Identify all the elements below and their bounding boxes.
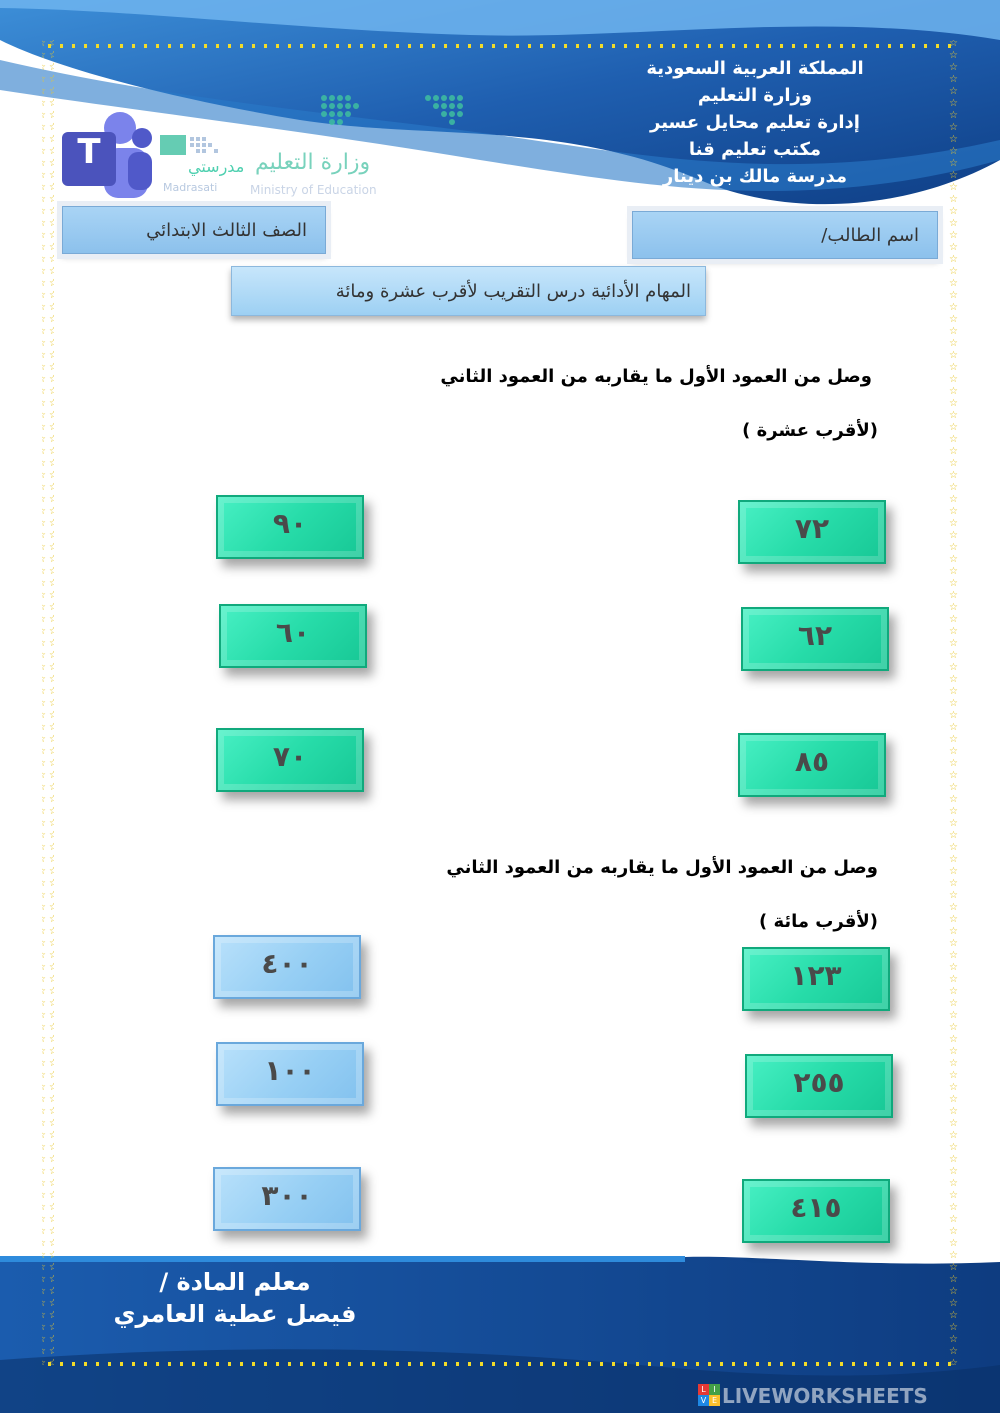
section2-instruction: وصل من العمود الأول ما يقاربه من العمود الثاني (446, 857, 878, 878)
student-name-label: اسم الطالب/ (821, 224, 919, 246)
badge-letter: L (698, 1384, 709, 1395)
header-institution-block (625, 55, 885, 190)
madrasati-logo-ar: مدرستي (188, 157, 245, 176)
ministry-logo-dots (318, 92, 473, 132)
header-line: مكتب تعليم قنا (688, 139, 822, 160)
lesson-title: المهام الأدائية درس التقريب لأقرب عشرة ومائة (335, 280, 691, 302)
badge-letter: V (698, 1395, 709, 1406)
grade-field (62, 206, 326, 254)
teacher-name: فيصل عطية العامري (113, 1300, 357, 1328)
teams-logo-letter: T (77, 132, 101, 172)
section2-left-tile[interactable]: ٤٠٠ (213, 935, 361, 999)
section1-right-tile[interactable]: ٧٢ (738, 500, 886, 564)
badge-letter: E (709, 1395, 720, 1406)
liveworksheets-watermark: LIVEWORKSHEETS (722, 1384, 928, 1408)
section1-right-tile[interactable]: ٨٥ (738, 733, 886, 797)
ministry-logo-en: Ministry of Education (250, 183, 377, 197)
madrasati-logo-en: Madrasati (163, 181, 218, 194)
section2-right-tile[interactable]: ٢٥٥ (745, 1054, 893, 1118)
section2-left-tile[interactable]: ٣٠٠ (213, 1167, 361, 1231)
section1-left-tile[interactable]: ٦٠ (219, 604, 367, 668)
section1-subtitle: (لأقرب عشرة ) (742, 420, 878, 441)
section2-right-tile[interactable]: ١٢٣ (742, 947, 890, 1011)
section2-right-tile[interactable]: ٤١٥ (742, 1179, 890, 1243)
header-line: إدارة تعليم محايل عسير (650, 112, 860, 133)
ministry-logo-ar: وزارة التعليم (255, 150, 371, 175)
section1-instruction: وصل من العمود الأول ما يقاربه من العمود الثاني (440, 366, 872, 387)
section1-left-tile[interactable]: ٩٠ (216, 495, 364, 559)
header-line: وزارة التعليم (697, 85, 813, 106)
student-name-field[interactable] (632, 211, 938, 259)
liveworksheets-badge (698, 1384, 720, 1406)
lesson-title-box (231, 266, 706, 316)
grade-label: الصف الثالث الابتدائي (146, 219, 307, 241)
header-line: المملكة العربية السعودية (646, 58, 864, 79)
section1-left-tile[interactable]: ٧٠ (216, 728, 364, 792)
section2-subtitle: (لأقرب مائة ) (758, 911, 878, 932)
teacher-label: معلم المادة / (159, 1268, 311, 1296)
header-line: مدرسة مالك بن دينار (662, 166, 848, 187)
badge-letter: I (709, 1384, 720, 1395)
section1-right-tile[interactable]: ٦٢ (741, 607, 889, 671)
section2-left-tile[interactable]: ١٠٠ (216, 1042, 364, 1106)
